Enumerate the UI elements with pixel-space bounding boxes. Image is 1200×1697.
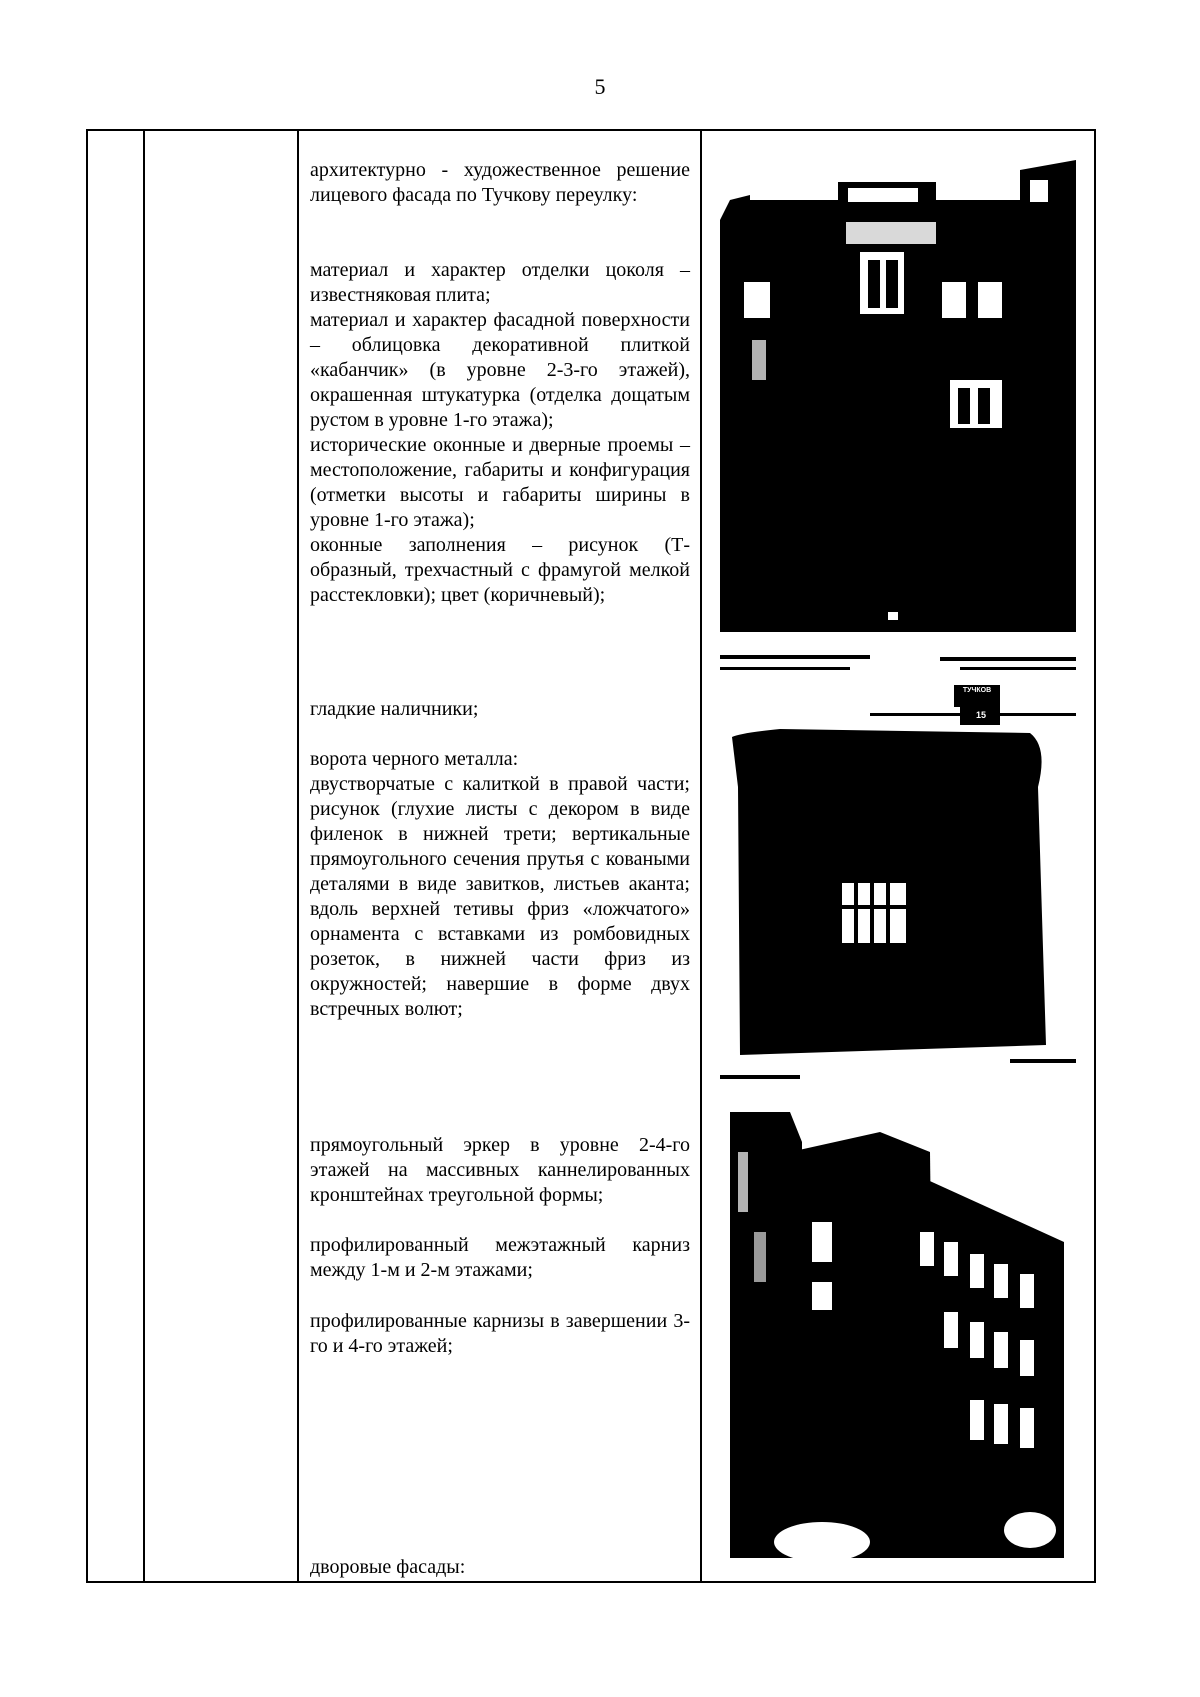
house-number-text: 15 [975,710,986,720]
column-divider-1 [143,129,145,1583]
cornices-top [310,1309,690,1359]
courtyard-facades [310,1555,690,1580]
description-text: материал и характер отделки цоколя – известняковая плита; [310,259,690,306]
description-text: профилированный межэтажный карниз между 1-м и 2-м этажами; [310,1234,690,1281]
page-number: 5 [594,74,606,99]
description-text: ворота черного металла: [310,748,519,770]
description-text: материал и характер фасадной поверхности – облицовка декоративной плиткой «кабанчик» (в уровне 2-3-го этажей), окрашенная штукатурка (отделка дощатым рустом в уровне 1-го этажа); [310,309,690,431]
description-text: профилированные карнизы в завершении 3-го и 4-го этажей; [310,1310,690,1357]
facade-intro [310,158,690,208]
description-text: прямоугольный эркер в уровне 2-4-го этажей на массивных каннелированных кронштейнах треугольной формы; [310,1134,690,1206]
photo-street-facade [720,160,1076,632]
description-text: гладкие наличники; [310,698,479,720]
photo-bay-window [730,1112,1064,1558]
street-sign-text: ТУЧКОВ [962,687,992,694]
description-text: исторические оконные и дверные проемы – местоположение, габариты и конфигурация (отметки высоты и габариты ширины в уровне 1-го этажа); [310,434,690,531]
description-text: дворовые фасады: [310,1556,466,1578]
description-text: архитектурно - художественное решение лицевого фасада по Тучкову переулку: [310,159,690,206]
facade-materials [310,258,690,608]
column-divider-3 [700,129,702,1583]
bay-window [310,1133,690,1208]
description-text: оконные заполнения – рисунок (Т-образный, трехчастный с фрамугой мелкой расстекловки); цвет (коричневый); [310,534,690,606]
gates [310,747,690,1022]
architraves [310,697,690,722]
cornice-between-floors [310,1233,690,1283]
column-divider-2 [297,129,299,1583]
description-text: двустворчатые с калиткой в правой части; рисунок (глухие листы с декором в виде филенок в нижней трети; вертикальные прямоугольного сечения прутья с коваными деталями в виде завитков, листьев аканта; вдоль верхней тетивы фриз «ложчатого» орнамента с вставками из ромбовидных розеток, в нижней части фриз из окружностей; навершие в форме двух встречных волют; [310,773,690,1020]
photo-gate [720,655,1076,1085]
